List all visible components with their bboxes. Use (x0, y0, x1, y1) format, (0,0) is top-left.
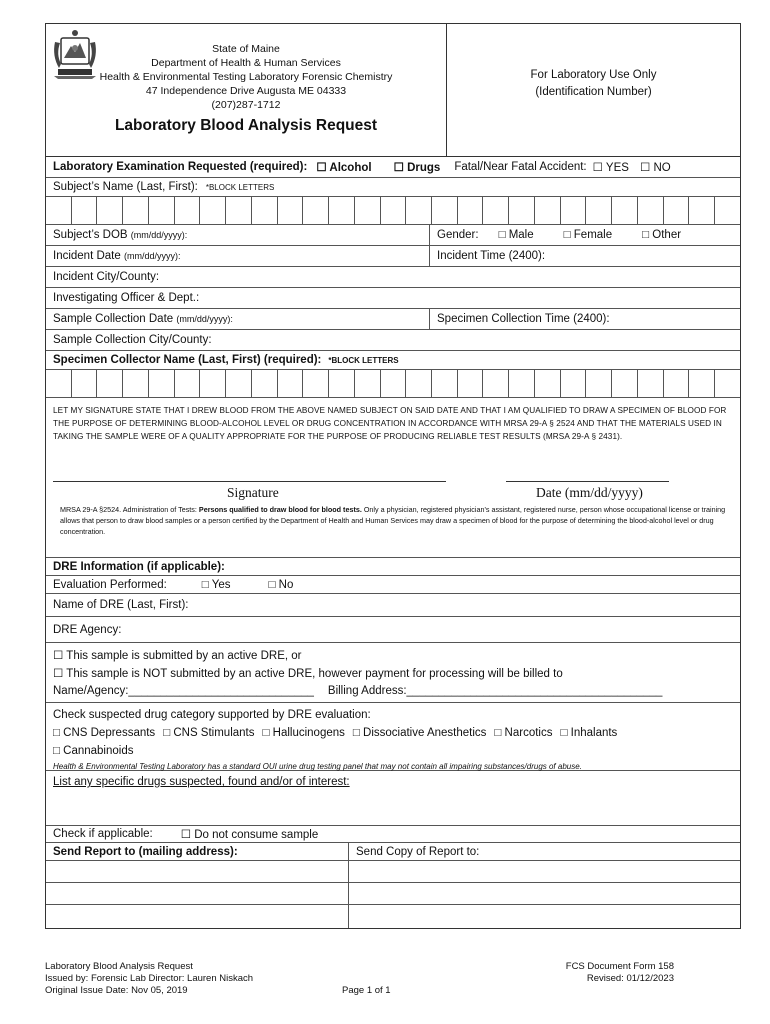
footer-issued-by: Issued by: Forensic Lab Director: Lauren Niskach (45, 973, 254, 984)
lab-use-box[interactable] (447, 24, 740, 156)
exam-requested-label: Laboratory Examination Requested (required): (53, 161, 308, 173)
check-applicable-row (46, 826, 740, 843)
lab-address: 47 Independence Drive Augusta ME 04333 (145, 85, 347, 97)
mrsa-bold: Persons qualified to draw blood for blood tests. (198, 505, 362, 514)
cns-depressants-checkbox[interactable]: □ CNS Depressants (53, 727, 156, 739)
hallucinogens-checkbox[interactable]: □ Hallucinogens (262, 727, 345, 739)
gender-label: Gender: (437, 229, 479, 241)
report-address-line-2 (46, 883, 740, 905)
dob-gender-row (46, 225, 740, 246)
mrsa-rest: Only a physician, registered physician's assistant, registered nurse, person whose occupational license or training allows that person to draw blood samples or a person certified by the Department of Health and Human Services may draw a specimen of blood for the purpose of determining the blood-alcohol level or drug concentration. (60, 505, 726, 536)
form-header (46, 24, 740, 157)
dre-submission-block (46, 643, 740, 703)
dre-agency-label: DRE Agency: (53, 623, 122, 636)
footer-doc-title: Laboratory Blood Analysis Request (45, 961, 193, 972)
alcohol-checkbox[interactable]: ☐ Alcohol (316, 162, 372, 174)
certification-block (46, 398, 740, 558)
specimen-time-label: Specimen Collection Time (2400): (437, 313, 610, 325)
subject-name-label: Subject’s Name (Last, First): (53, 181, 198, 193)
drug-category-options (53, 724, 740, 742)
narcotics-checkbox[interactable]: □ Narcotics (494, 727, 553, 739)
send-report-address-3[interactable] (46, 905, 349, 928)
sample-date-format: (mm/dd/yyyy): (176, 314, 233, 324)
signature-label: Signature (227, 485, 279, 500)
send-copy-address-2[interactable] (349, 883, 740, 904)
billing-address-field[interactable]: Billing Address:________________________________________ (327, 685, 663, 697)
report-address-line-1 (46, 861, 740, 883)
dre-heading-row (46, 558, 740, 576)
cns-stimulants-checkbox[interactable]: □ CNS Stimulants (163, 727, 255, 739)
officer-label: Investigating Officer & Dept.: (53, 292, 200, 304)
incident-date-label: Incident Date (53, 250, 121, 262)
evaluation-no-checkbox[interactable]: □ No (268, 578, 294, 591)
incident-time-field[interactable] (430, 246, 740, 266)
dre-agency-field[interactable] (46, 617, 740, 643)
dre-heading: DRE Information (if applicable): (53, 560, 225, 573)
mrsa-prefix: MRSA 29-A §2524. Administration of Tests: (60, 505, 199, 514)
incident-time-label: Incident Time (2400): (437, 250, 546, 262)
sample-city-label: Sample Collection City/County: (53, 334, 212, 346)
collector-name-label: Specimen Collector Name (Last, First) (required): (53, 354, 322, 366)
lab-use-sublabel: (Identification Number) (535, 86, 652, 98)
fatal-no-checkbox[interactable]: ☐ NO (639, 162, 671, 174)
send-report-cell (46, 843, 349, 860)
do-not-consume-checkbox[interactable]: ☐ Do not consume sample (180, 829, 319, 841)
urine-panel-note: Health & Environmental Testing Laboratory has a standard OUI urine drug testing panel that may not contain all impairing substances/drugs of abuse. (53, 762, 582, 771)
subject-name-row (46, 178, 740, 197)
report-heading-row (46, 843, 740, 861)
send-copy-cell (349, 843, 740, 860)
signature-line[interactable] (53, 481, 446, 482)
dre-name-field[interactable] (46, 594, 740, 617)
subject-name-boxes[interactable] (46, 197, 740, 225)
footer-original-date: Original Issue Date: Nov 05, 2019 (45, 985, 188, 996)
dob-format: (mm/dd/yyyy): (130, 230, 188, 240)
check-applicable-label: Check if applicable: (53, 828, 153, 840)
send-report-address-1[interactable] (46, 861, 349, 882)
male-checkbox[interactable]: □ Male (498, 229, 534, 241)
sample-date-field[interactable] (46, 309, 430, 329)
footer-page-number: Page 1 of 1 (342, 985, 391, 996)
send-report-label: Send Report to (mailing address): (53, 845, 238, 858)
collector-block-letters-note: *BLOCK LETTERS (328, 355, 399, 365)
footer-right (560, 961, 674, 985)
drugs-checkbox[interactable]: ☐ Drugs (393, 162, 441, 174)
send-copy-label: Send Copy of Report to: (356, 845, 480, 858)
lab-name: Health & Environmental Testing Laboratory Forensic Chemistry (99, 71, 393, 83)
sample-date-label: Sample Collection Date (53, 313, 174, 325)
fatal-yes-checkbox[interactable]: ☐ YES (592, 162, 629, 174)
lab-phone: (207)287-1712 (211, 99, 281, 111)
subject-block-letters-note: *BLOCK LETTERS (205, 182, 275, 192)
sample-city-field[interactable] (46, 330, 740, 351)
lab-use-label: For Laboratory Use Only (530, 69, 657, 81)
send-copy-address-1[interactable] (349, 861, 740, 882)
certification-text: LET MY SIGNATURE STATE THAT I DREW BLOOD FROM THE ABOVE NAMED SUBJECT ON SAID DATE AND THAT I AM QUALIFIED TO DRAW A SPECIMEN OF BLOOD FOR THE PURPOSE OF DETERMINING BLOOD-ALCOHOL LEVEL OR DRUG CONCENTRATION IN ACCORDANCE WITH MRSA 29-A § 2524 AND THAT THE MATERIALS USED IN TAKING THE SAMPLE WERE OF A QUALITY APPROPRIATE FOR THE PURPOSE OF PRODUCING RELIABLE TEST RESULTS (MRSA 29-A § 2431). (53, 406, 727, 441)
female-checkbox[interactable]: □ Female (563, 229, 613, 241)
agency-block (46, 24, 447, 156)
dre-name-label: Name of DRE (Last, First): (53, 599, 189, 611)
incident-date-field[interactable] (46, 246, 430, 266)
collector-name-boxes[interactable] (46, 370, 740, 398)
fatal-accident-label: Fatal/Near Fatal Accident: (454, 161, 587, 173)
exam-requested-row (46, 157, 740, 178)
inhalants-checkbox[interactable]: □ Inhalants (560, 727, 618, 739)
cannabinoids-checkbox[interactable]: □ Cannabinoids (53, 745, 134, 757)
incident-date-format: (mm/dd/yyyy): (123, 251, 181, 261)
collector-name-row (46, 351, 740, 370)
date-line[interactable] (506, 481, 669, 482)
drug-category-block (46, 703, 740, 771)
evaluation-row (46, 576, 740, 594)
other-checkbox[interactable]: □ Other (642, 229, 682, 241)
name-agency-field[interactable]: Name/Agency:_____________________________ (53, 685, 314, 697)
footer-revised: Revised: 01/12/2023 (586, 973, 674, 984)
dob-label: Subject’s DOB (53, 229, 128, 241)
incident-city-label: Incident City/County: (53, 271, 160, 283)
send-copy-address-3[interactable] (349, 905, 740, 928)
dissociative-anesthetics-checkbox[interactable]: □ Dissociative Anesthetics (352, 727, 487, 739)
drugs-of-interest-field[interactable] (46, 771, 740, 826)
active-dre-checkbox[interactable]: ☐ This sample is submitted by an active DRE, or (53, 650, 302, 662)
blood-analysis-form (45, 23, 741, 929)
department-name: Department of Health & Human Services (151, 57, 341, 69)
dob-field[interactable] (46, 225, 430, 245)
drugs-of-interest-label: List any specific drugs suspected, found and/or of interest: (53, 776, 350, 788)
incident-city-field[interactable] (46, 267, 740, 288)
state-seal-icon (52, 28, 98, 80)
page-title: Laboratory Blood Analysis Request (114, 117, 378, 134)
send-report-address-2[interactable] (46, 883, 349, 904)
not-active-dre-checkbox[interactable]: ☐ This sample is NOT submitted by an active DRE, however payment for processing will be billed to (53, 668, 563, 680)
footer-left (45, 961, 253, 997)
drug-category-label: Check suspected drug category supported by DRE evaluation: (53, 709, 371, 721)
specimen-time-field[interactable] (430, 309, 740, 329)
signature-date-label: Date (mm/dd/yyyy) (536, 485, 643, 500)
evaluation-label: Evaluation Performed: (53, 578, 167, 591)
footer-form-number: FCS Document Form 158 (565, 961, 674, 972)
incident-date-row (46, 246, 740, 267)
report-address-line-3 (46, 905, 740, 928)
officer-field[interactable] (46, 288, 740, 309)
sample-date-row (46, 309, 740, 330)
evaluation-yes-checkbox[interactable]: □ Yes (201, 578, 231, 591)
state-name: State of Maine (212, 43, 280, 55)
billing-line (53, 682, 740, 700)
mrsa-statute-note (60, 504, 734, 537)
gender-field (430, 225, 740, 245)
